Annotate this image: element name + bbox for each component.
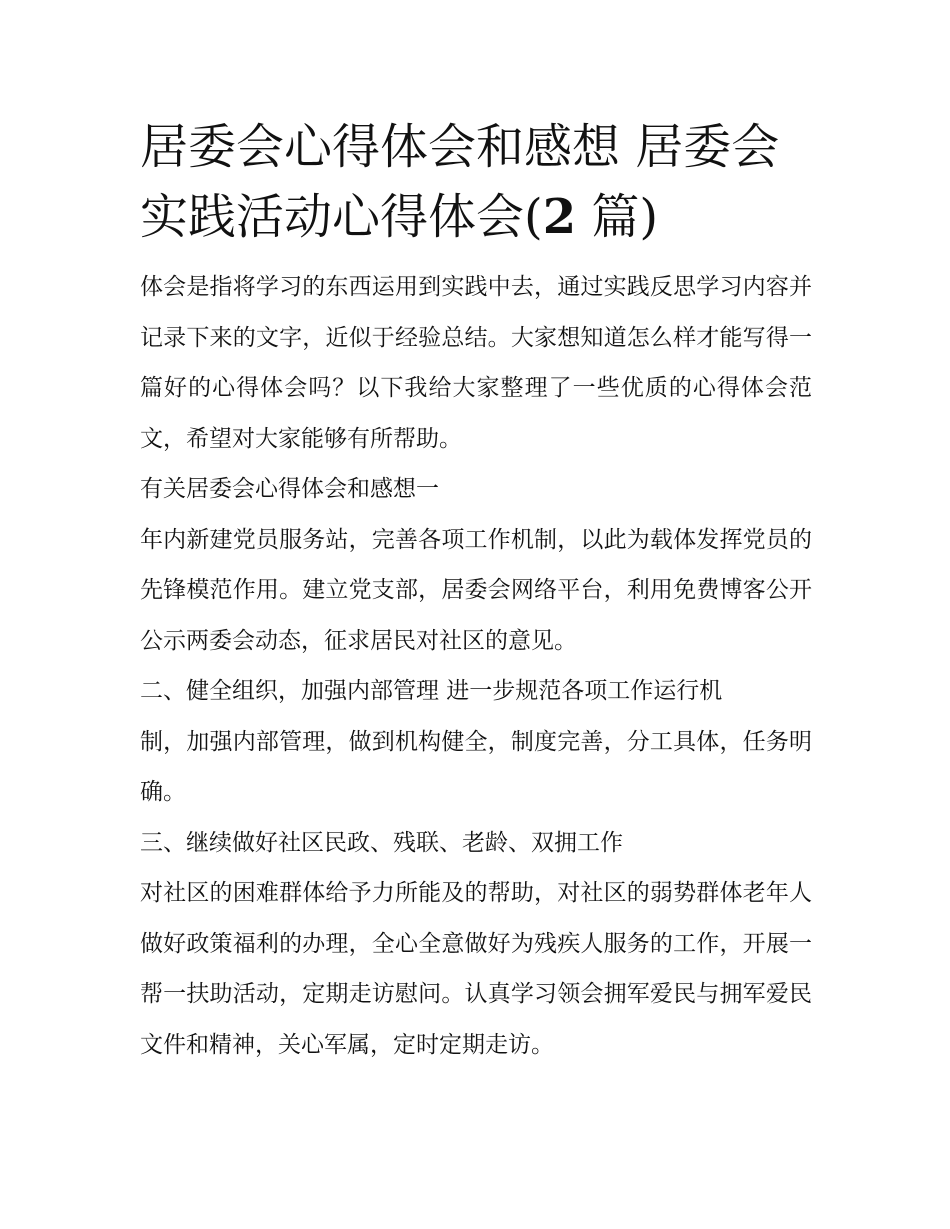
document-page bbox=[140, 112, 812, 1070]
body-paragraph-3: 对社区的困难群体给予力所能及的帮助，对社区的弱势群体老年人做好政策福利的办理，全心全意做好为残疾人服务的工作，开展一帮一扶助活动，定期走访慰问。认真学习领会拥军爱民与拥军爱民文件和精神，关心军属，定时定期走访。 bbox=[140, 880, 812, 1058]
section-heading-2: 二、健全组织，加强内部管理 进一步规范各项工作运行机 bbox=[140, 678, 723, 704]
section-heading-3: 三、继续做好社区民政、残联、老龄、双拥工作 bbox=[140, 829, 623, 856]
body-paragraph-2: 制，加强内部管理，做到机构健全，制度完善，分工具体，任务明确。 bbox=[140, 728, 812, 805]
title-line-2-prefix: 实践活动心得体会( bbox=[140, 189, 543, 245]
document-title bbox=[140, 112, 812, 252]
intro-paragraph: 体会是指将学习的东西运用到实践中去，通过实践反思学习内容并记录下来的文字，近似于经验总结。大家想知道怎么样才能写得一篇好的心得体会吗？以下我给大家整理了一些优质的心得体会范文，希望对大家能够有所帮助。 bbox=[140, 274, 812, 452]
title-line-2-suffix: 篇) bbox=[576, 189, 659, 245]
body-paragraph-1: 年内新建党员服务站，完善各项工作机制，以此为载体发挥党员的先锋模范作用。建立党支部，居委会网络平台，利用免费博客公开公示两委会动态，征求居民对社区的意见。 bbox=[140, 526, 812, 654]
section-heading-1: 有关居委会心得体会和感想一 bbox=[140, 476, 439, 502]
title-line-2-number: 2 bbox=[542, 189, 577, 245]
title-line-1: 居委会心得体会和感想 居委会 bbox=[140, 119, 780, 175]
